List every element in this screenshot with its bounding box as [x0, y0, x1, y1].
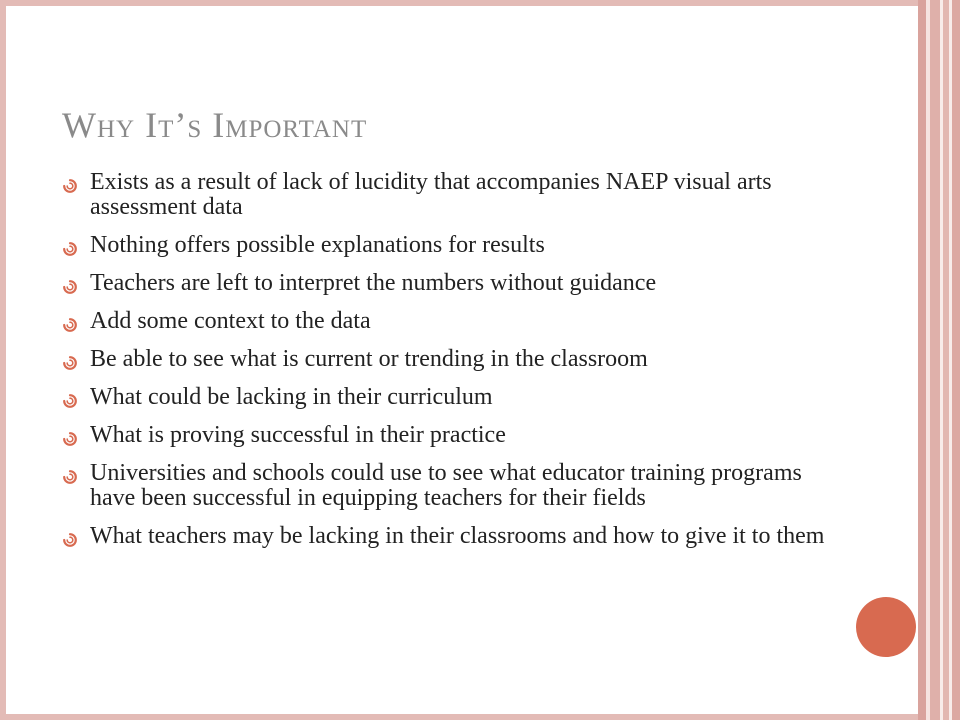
bullet-item [62, 271, 842, 296]
bullet-text: What could be lacking in their curriculum [90, 384, 493, 410]
bullet-text: Universities and schools could use to see what educator training programs have been successful in equipping teachers for their fields [90, 460, 802, 511]
bullet-text: Exists as a result of lack of lucidity that accompanies NAEP visual arts assessment data [90, 169, 772, 220]
frame-top [0, 0, 924, 6]
bullet-list [62, 170, 842, 562]
bullet-item [62, 385, 842, 410]
bullet-text: Teachers are left to interpret the numbers without guidance [90, 270, 657, 296]
swirl-bullet-icon [62, 352, 78, 368]
bullet-item [62, 461, 842, 511]
bullet-item [62, 524, 842, 549]
slide-title: Why It’s Important [62, 105, 368, 145]
swirl-bullet-icon [62, 428, 78, 444]
right-striped-border [918, 0, 960, 720]
swirl-bullet-icon [62, 276, 78, 292]
bullet-item [62, 309, 842, 334]
swirl-bullet-icon [62, 529, 78, 545]
bullet-text: What teachers may be lacking in their classrooms and how to give it to them [90, 523, 825, 549]
swirl-bullet-icon [62, 466, 78, 482]
bullet-item [62, 233, 842, 258]
swirl-bullet-icon [62, 390, 78, 406]
stripe [952, 0, 960, 720]
stripe [930, 0, 940, 720]
bullet-item [62, 170, 842, 220]
bullet-text: Add some context to the data [90, 308, 371, 334]
frame-left [0, 0, 6, 720]
bullet-item [62, 423, 842, 448]
swirl-bullet-icon [62, 238, 78, 254]
decorative-orb [856, 597, 916, 657]
bullet-text: What is proving successful in their practice [90, 422, 506, 448]
bullet-text: Nothing offers possible explanations for results [90, 232, 545, 258]
bullet-item [62, 347, 842, 372]
swirl-bullet-icon [62, 175, 78, 191]
swirl-bullet-icon [62, 314, 78, 330]
stripe [918, 0, 926, 720]
frame-bottom [0, 714, 924, 720]
bullet-text: Be able to see what is current or trending in the classroom [90, 346, 648, 372]
